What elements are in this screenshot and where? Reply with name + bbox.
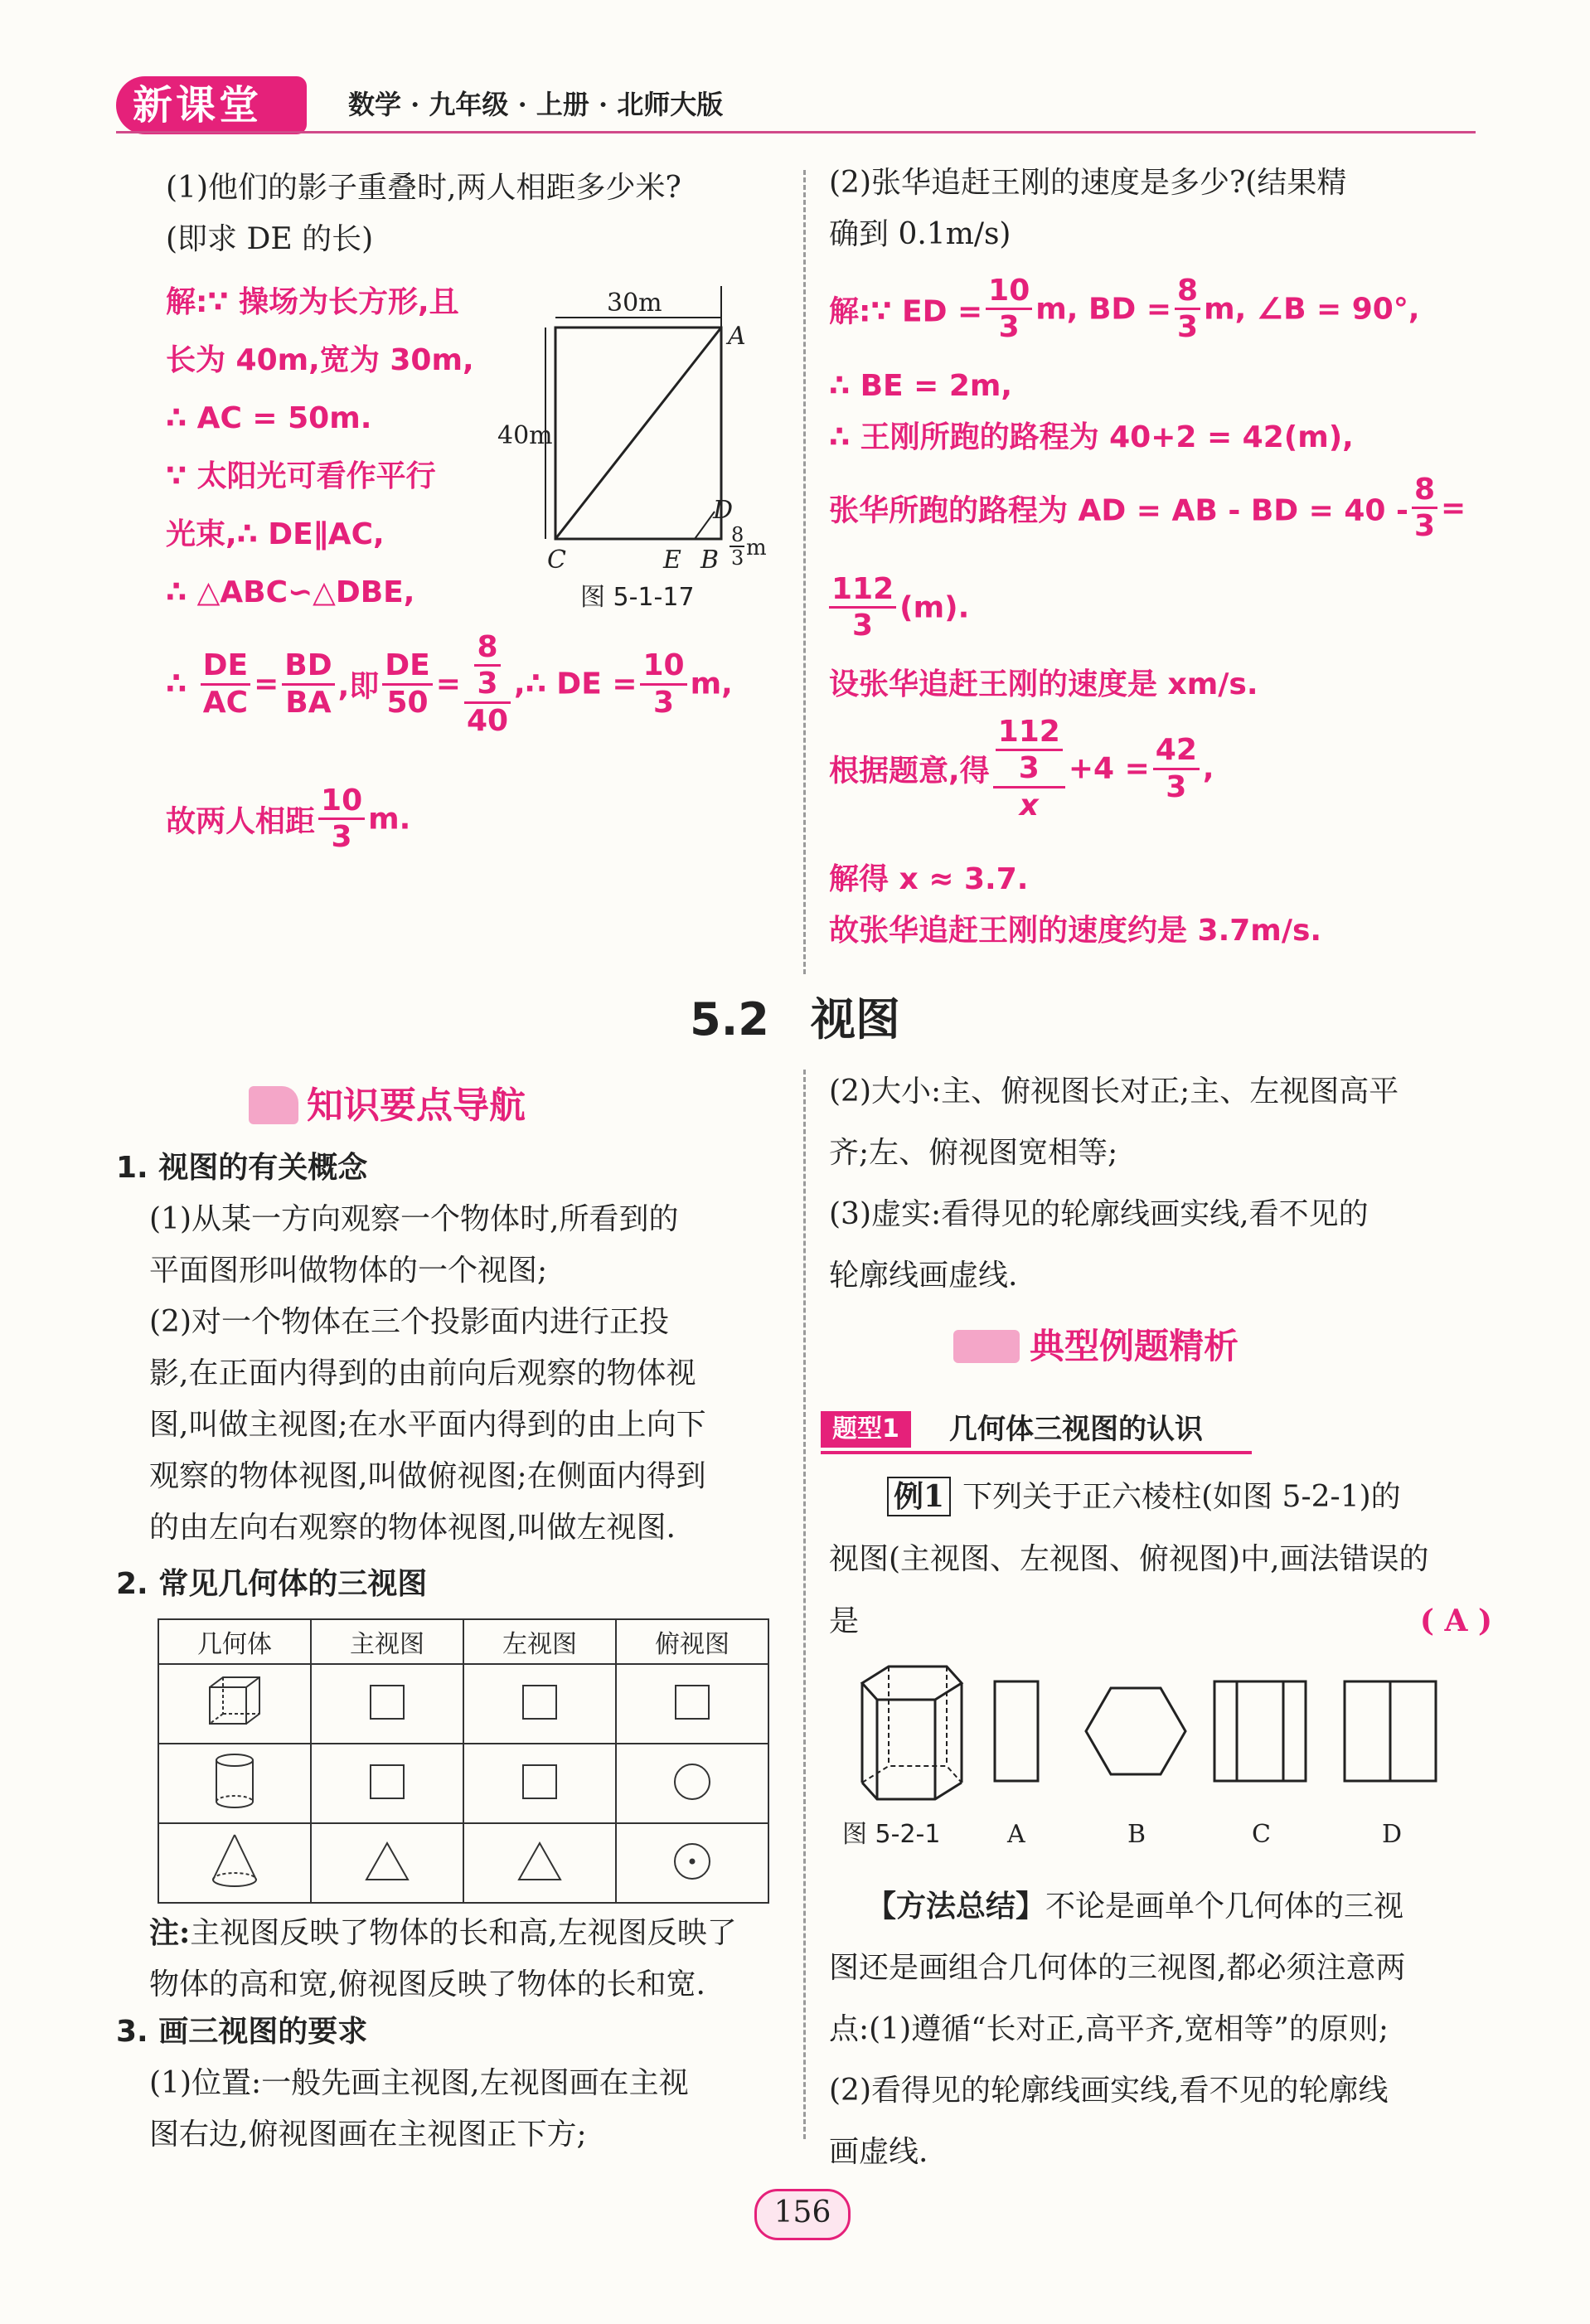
para-line: 齐;左、俯视图宽相等; [829, 1136, 1118, 1170]
header-rule [116, 131, 1476, 133]
solution-2-line5 [829, 572, 969, 643]
conclusion-1 [166, 784, 410, 855]
example-answer: ( A ) [1419, 1604, 1492, 1638]
page-number: 156 [773, 2195, 831, 2229]
fraction-de-50 [382, 648, 432, 720]
fraction-numerator: BD [282, 648, 334, 685]
sol2-suffix: m, ∠B = 90°, [1204, 292, 1420, 327]
table-header: 几何体 [158, 1619, 311, 1664]
method-line: 点:(1)遵循“长对正,高平齐,宽相等”的原则; [829, 2012, 1389, 2046]
fig-label-a: A [728, 322, 746, 351]
note-text: 主视图反映了物体的长和高,左视图反映了 [190, 1916, 737, 1950]
fraction-nested [464, 630, 511, 738]
fraction-bd-ba [282, 648, 334, 720]
solution-2-line8: 解得 x ≈ 3.7. [829, 862, 1029, 896]
type-bar [821, 1408, 1252, 1454]
cone-top-view [616, 1823, 768, 1903]
para-line: 平面图形叫做物体的一个视图; [149, 1254, 548, 1288]
knowledge-heading-1: 1. 视图的有关概念 [116, 1151, 368, 1185]
fraction-numerator: DE [201, 648, 250, 685]
conclusion-prefix: 故两人相距 [166, 804, 316, 839]
fraction-denominator: 3 [653, 685, 675, 720]
para-line: (3)虚实:看得见的轮廓线画实线,看不见的 [829, 1197, 1369, 1231]
fraction-de-ac [201, 648, 250, 720]
fraction-denominator: 50 [386, 685, 429, 720]
solution-2-line6: 设张华追赶王刚的速度是 xm/s. [829, 667, 1258, 701]
fig-label-bd-num: 8 [731, 523, 744, 546]
option-label-b: B [1127, 1820, 1146, 1849]
sol2-l7-mid: +4 = [1068, 751, 1150, 786]
question-2 [829, 158, 1492, 260]
section-title [0, 991, 1590, 1049]
example-tag: 例1 [887, 1477, 951, 1516]
cylinder-solid [158, 1744, 311, 1823]
fraction-10-3 [318, 784, 365, 855]
cylinder-left-view [463, 1744, 616, 1823]
question-1-line1: (1)他们的影子重叠时,两人相距多少米? [166, 171, 681, 205]
ratio-mid: ,即 [337, 669, 380, 704]
sol2-l4-prefix: 张华所跑的路程为 AD = AB - BD = 40 - [829, 493, 1408, 528]
question-1-line2: (即求 DE 的长) [166, 222, 374, 256]
cone-front-view [311, 1823, 463, 1903]
fig-label-e: E [663, 546, 681, 575]
fraction-bd [1175, 274, 1200, 345]
cube-solid [158, 1664, 311, 1744]
solution-2-line7 [829, 715, 1214, 822]
option-b-shape [1086, 1688, 1185, 1774]
para-line: 轮廓线画虚线. [829, 1259, 1018, 1293]
option-label-a: A [1007, 1820, 1025, 1849]
fraction-denominator: 3 [1166, 769, 1187, 804]
table-header-row [158, 1619, 768, 1664]
fraction-denominator: 3 [477, 667, 498, 701]
option-c-shape [1214, 1681, 1306, 1781]
knowledge-para-3 [149, 2058, 788, 2161]
table-row-cylinder [158, 1744, 768, 1823]
fraction-denominator: 3 [852, 609, 874, 643]
section-name: 视图 [810, 993, 900, 1046]
fraction-denominator: BA [285, 685, 332, 720]
fraction-denominator: 3 [331, 820, 352, 855]
cone-left-view [463, 1823, 616, 1903]
para-line: (1)从某一方向观察一个物体时,所看到的 [149, 1202, 679, 1236]
solution-1-line: 解:∵ 操场为长方形,且 [166, 285, 459, 319]
fraction-denominator: 3 [1413, 509, 1436, 544]
ratio-suffix: m, [690, 667, 733, 701]
column-divider-bottom [803, 1070, 806, 2139]
header-subject: 数学 · 九年级 · 上册 · 北师大版 [348, 89, 724, 120]
figure-5-2-1 [837, 1658, 1500, 1857]
note-line [149, 1907, 788, 1959]
fig-label-bd-den: 3 [731, 546, 744, 570]
table-row-cone [158, 1823, 768, 1903]
solution-1-line: 长为 40m,宽为 30m, [166, 343, 474, 377]
solution-2-line1 [829, 274, 1420, 345]
sol2-l4-suffix: = [1441, 491, 1466, 526]
type-tag: 题型1 [821, 1411, 911, 1448]
example-line: 视图(主视图、左视图、俯视图)中,画法错误的 [829, 1542, 1429, 1576]
fig-label-c: C [547, 546, 566, 575]
note-label: 注: [149, 1915, 191, 1950]
fraction-numerator: 112 [829, 572, 896, 609]
example-text: 下列关于正六棱柱(如图 5-2-1)的 [962, 1480, 1401, 1514]
sol2-mid: m, BD = [1035, 292, 1172, 327]
ratio-equation: ∴ $\frac{DE}{AC}$ = $\frac{BD}{BA}$ ,即 $\frac{DE}{50}$ = $\frac{\frac{8}{3}}{40}$ ,∴ DE = $\frac{10}{3}$ m, [166, 630, 733, 738]
fraction-numerator: 112 [996, 715, 1063, 751]
ratio-mid2: ,∴ DE = [514, 667, 637, 701]
note-line: 物体的高和宽,俯视图反映了物体的长和宽. [149, 1967, 705, 2001]
solution-2-line3: ∴ 王刚所跑的路程为 40+2 = 42(m), [829, 420, 1354, 454]
diagonal-ac [555, 327, 721, 539]
question-1 [166, 163, 796, 265]
cylinder-front-view [311, 1744, 463, 1823]
method-line: (2)看得见的轮廓线画实线,看不见的轮廓线 [829, 2074, 1389, 2108]
figure-caption: 图 5-1-17 [580, 583, 695, 612]
solution-2-line4 [829, 473, 1466, 544]
fraction-ed [986, 274, 1032, 345]
solution-2-line9: 故张华追赶王刚的速度约是 3.7m/s. [829, 914, 1322, 948]
fig-label-d: D [713, 496, 734, 525]
fig-label-bd-unit: m [746, 536, 767, 560]
fraction-numerator: 42 [1153, 733, 1200, 769]
method-line: 【方法总结】不论是画单个几何体的三视 [866, 1889, 1404, 1924]
sol2-prefix: 解:∵ ED = [829, 294, 983, 329]
section-number: 5.2 [690, 993, 769, 1046]
fraction-denominator: 3 [998, 310, 1020, 345]
fraction-inner [996, 715, 1063, 786]
ratio-prefix: ∴ [166, 667, 187, 701]
para-line: 图右边,俯视图画在主视图正下方; [149, 2118, 587, 2152]
knowledge-heading-3: 3. 画三视图的要求 [116, 2015, 368, 2049]
fraction-numerator: 8 [1175, 274, 1200, 310]
method-line: 图还是画组合几何体的三视图,都必须注意两 [829, 1951, 1406, 1985]
three-view-table [158, 1618, 769, 1904]
sol2-l5-suffix: (m). [899, 590, 970, 625]
knowledge-banner-text: 知识要点导航 [307, 1084, 526, 1127]
table-note [149, 1907, 788, 2011]
table-row-cube [158, 1664, 768, 1744]
question-2-line2: 确到 0.1m/s) [829, 217, 1011, 251]
example-line [829, 1466, 1492, 1528]
table-header: 左视图 [463, 1619, 616, 1664]
example-1 [829, 1466, 1492, 1652]
para-line: 观察的物体视图,叫做俯视图;在侧面内得到 [149, 1459, 706, 1493]
figure-caption: 图 5-2-1 [842, 1820, 941, 1849]
column-divider-top [803, 170, 806, 974]
fraction-denominator: AC [202, 685, 248, 720]
fig-label-b: B [700, 546, 720, 575]
para-line: 的由左向右观察的物体视图,叫做左视图. [149, 1511, 676, 1545]
fraction-denominator: 40 [466, 703, 509, 738]
para-line: (1)位置:一般先画主视图,左视图画在主视 [149, 2066, 689, 2100]
hexagonal-prism [862, 1667, 962, 1799]
cube-top-view [616, 1664, 768, 1744]
fig-label-40m: 40m [497, 421, 553, 450]
method-label: 【方法总结】 [866, 1889, 1046, 1924]
table-header: 主视图 [311, 1619, 463, 1664]
option-label-c: C [1252, 1820, 1271, 1849]
fraction-10-3 [640, 648, 686, 720]
solution-2-line2: ∴ BE = 2m, [829, 369, 1013, 403]
header-logo-text: 新课堂 [133, 82, 263, 129]
fraction-nested [993, 715, 1065, 822]
solution-1-line: 光束,∴ DE∥AC, [166, 517, 385, 551]
fraction-42-3 [1153, 733, 1200, 804]
knowledge-para-1 [149, 1194, 788, 1554]
cylinder-top-view [616, 1744, 768, 1823]
para-line: 影,在正面内得到的由前向后观察的物体视 [149, 1356, 696, 1390]
cone-solid [158, 1823, 311, 1903]
fraction-denominator: x [993, 786, 1065, 822]
method-line: 画虚线. [829, 2135, 928, 2169]
para-line: (2)大小:主、俯视图长对正;主、左视图高平 [829, 1075, 1399, 1109]
option-a-shape [995, 1681, 1038, 1781]
fig-label-30m: 30m [607, 289, 662, 318]
book-icon [249, 1086, 298, 1124]
table-header: 俯视图 [616, 1619, 768, 1664]
solution-1-line: ∵ 太阳光可看作平行 [166, 459, 436, 493]
fraction-denominator: 3 [1018, 751, 1040, 786]
para-line: 图,叫做主视图;在水平面内得到的由上向下 [149, 1408, 706, 1442]
fraction-8-3 [1412, 473, 1437, 544]
cube-front-view [311, 1664, 463, 1744]
sol2-l7-prefix: 根据题意,得 [829, 754, 990, 788]
type-title: 几何体三视图的认识 [949, 1413, 1203, 1446]
fraction-112-3 [829, 572, 896, 643]
solution-1 [166, 274, 531, 622]
fraction-numerator: DE [382, 648, 432, 685]
figure-5-1-17 [497, 278, 796, 626]
fraction-numerator: 10 [986, 274, 1032, 310]
conclusion-suffix: m. [368, 802, 411, 837]
examples-banner-text: 典型例题精析 [1030, 1326, 1239, 1366]
fraction-numerator: 10 [318, 784, 365, 820]
examples-banner [953, 1318, 1335, 1376]
option-label-d: D [1382, 1820, 1403, 1849]
knowledge-heading-2: 2. 常见几何体的三视图 [116, 1567, 428, 1601]
sol2-l7-suffix: , [1202, 751, 1214, 786]
line-de [695, 512, 715, 539]
fraction-numerator: 8 [474, 630, 500, 667]
fraction-numerator: 8 [1412, 473, 1437, 509]
example-line: 是 ( A ) [829, 1590, 1492, 1652]
solution-1-line: ∴ AC = 50m. [166, 401, 372, 435]
fraction-denominator: 3 [1177, 310, 1199, 345]
option-d-shape [1345, 1681, 1436, 1781]
question-2-line1: (2)张华追赶王刚的速度是多少?(结果精 [829, 166, 1347, 200]
solution-1-line: ∴ △ABC∽△DBE, [166, 575, 415, 609]
fraction-numerator: 10 [640, 648, 686, 685]
method-summary [829, 1875, 1492, 2183]
requirement-size [829, 1061, 1492, 1307]
knowledge-banner [249, 1078, 605, 1136]
fraction-inner [474, 630, 500, 701]
cube-left-view [463, 1664, 616, 1744]
para-line: (2)对一个物体在三个投影面内进行正投 [149, 1305, 669, 1339]
pencil-book-icon [953, 1330, 1020, 1363]
